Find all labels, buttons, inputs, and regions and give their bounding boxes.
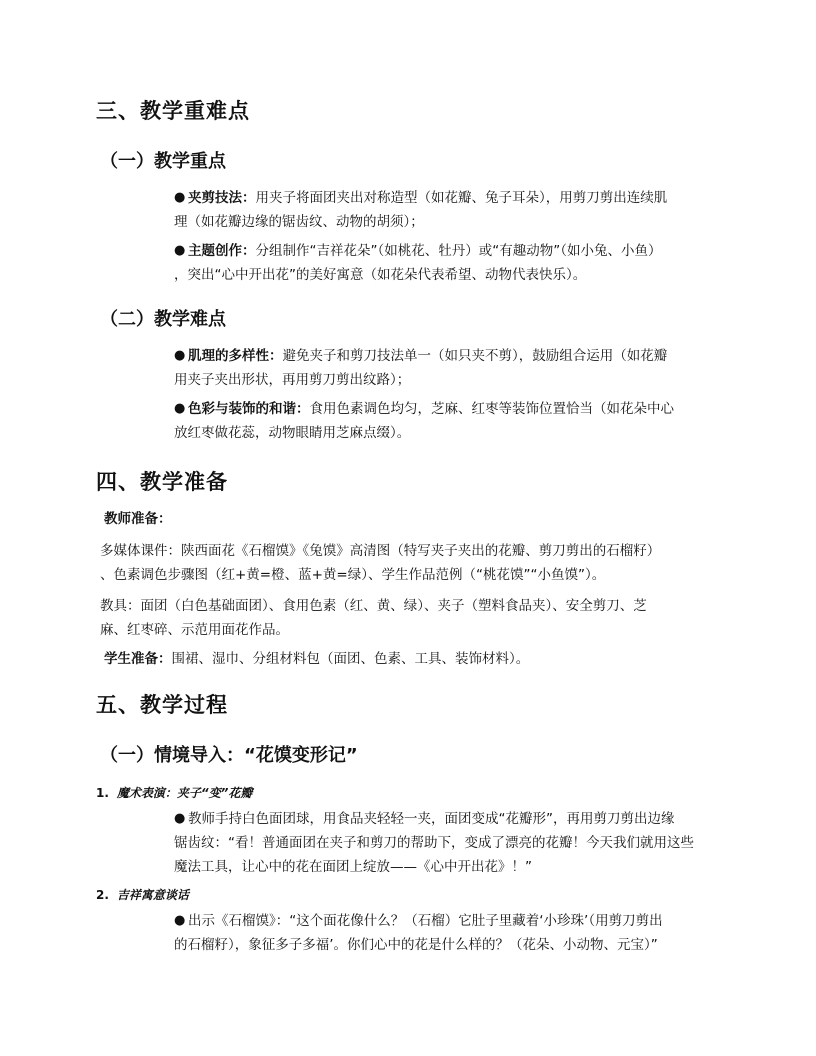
section-heading-5: 五、教学过程 <box>96 693 228 717</box>
list-item-line: 放红枣做花蕊，动物眼睛用芝麻点缀）。 <box>174 425 411 441</box>
list-item <box>145 239 725 287</box>
list-item-line <box>174 344 725 368</box>
bullet-icon: ● <box>174 913 186 928</box>
tools-paragraph <box>100 594 732 642</box>
list-item-line: 的石榴籽），象征多子多福’。你们心中的花是什么样的？（花朵、小动物、元宝）” <box>174 937 658 953</box>
bullet-icon: ● <box>174 348 186 363</box>
subsection-heading-intro: （一）情境导入：“花馍变形记” <box>100 745 358 766</box>
paragraph-line: 麻、红枣碎、示范用面花作品。 <box>100 622 289 638</box>
list-item-line <box>174 186 725 210</box>
list-item <box>145 397 725 445</box>
step-number: 1. <box>96 786 109 800</box>
step-heading <box>96 785 252 801</box>
list-item <box>145 909 725 957</box>
list-item-text: 用夹子将面团夹出对称造型（如花瓣、兔子耳朵），用剪刀剪出连续肌 <box>255 190 668 206</box>
list-item-label: 夹剪技法： <box>188 190 256 206</box>
list-item <box>145 344 725 392</box>
bullet-icon: ● <box>174 401 186 416</box>
list-item-line: 用夹子夹出形状，再用剪刀剪出纹路）； <box>174 372 411 388</box>
list-item-line: 教师手持白色面团球，用食品夹轻轻一夹，面团变成“花瓣形”，再用剪刀剪出边缘 <box>188 811 675 827</box>
list-item-label: 主题创作： <box>188 243 256 259</box>
list-item-text: 分组制作“吉祥花朵”（如桃花、牡丹）或“有趣动物”（如小兔、小鱼） <box>255 243 662 259</box>
list-item <box>145 807 725 879</box>
bullet-icon: ● <box>174 243 186 258</box>
subsection-heading-difficulties: （二）教学难点 <box>100 309 226 330</box>
list-item-line: 理（如花瓣边缘的锯齿纹、动物的胡须）； <box>174 214 424 230</box>
list-item-line: 出示《石榴馍》：“这个面花像什么？（石榴）它肚子里藏着‘小珍珠’（用剪刀剪出 <box>188 913 663 929</box>
step-number: 2. <box>96 888 109 902</box>
student-prep-text: 围裙、湿巾、分组材料包（面团、色素、工具、装饰材料）。 <box>171 651 530 667</box>
student-prep-paragraph <box>104 647 736 671</box>
multimedia-paragraph <box>100 539 732 587</box>
list-item-label: 色彩与装饰的和谐： <box>188 401 310 417</box>
paragraph-line: 、色素调色步骤图（红+黄=橙、蓝+黄=绿）、学生作品范例（“桃花馍”“小鱼馍”）。 <box>100 567 606 583</box>
list-item <box>145 186 725 234</box>
bullet-icon: ● <box>174 190 186 205</box>
list-item-line: ，突出“心中开出花”的美好寓意（如花朵代表希望、动物代表快乐）。 <box>174 267 587 283</box>
paragraph-line: 多媒体课件：陕西面花《石榴馍》《兔馍》高清图（特写夹子夹出的花瓣、剪刀剪出的石榴籽） <box>100 543 661 559</box>
section-heading-3: 三、教学重难点 <box>96 99 250 123</box>
list-item-line <box>174 397 725 421</box>
list-item-label: 肌理的多样性： <box>188 348 283 364</box>
list-item-text: 食用色素调色均匀，芝麻、红枣等装饰位置恰当（如花朵中心 <box>309 401 674 417</box>
list-item-text: 避免夹子和剪刀技法单一（如只夹不剪），鼓励组合运用（如花瓣 <box>282 348 668 364</box>
step-title: 吉祥寓意谈话 <box>116 888 189 902</box>
bullet-icon: ● <box>174 811 186 826</box>
list-item-line <box>174 239 725 263</box>
student-prep-label: 学生准备： <box>104 651 172 667</box>
step-heading <box>96 887 189 903</box>
paragraph-line: 教具：面团（白色基础面团）、食用色素（红、黄、绿）、夹子（塑料食品夹）、安全剪刀、芝 <box>100 598 647 614</box>
list-item-line: 锯齿纹：“看！普通面团在夹子和剪刀的帮助下，变成了漂亮的花瓣！今天我们就用这些 <box>174 835 694 851</box>
teacher-prep-label: 教师准备： <box>104 511 172 527</box>
section-heading-4: 四、教学准备 <box>96 470 228 494</box>
step-title: 魔术表演：夹子“变”花瓣 <box>116 786 253 800</box>
list-item-line: 魔法工具，让心中的花在面团上绽放——《心中开出花》！” <box>174 859 532 875</box>
subsection-heading-key-points: （一）教学重点 <box>100 151 226 172</box>
